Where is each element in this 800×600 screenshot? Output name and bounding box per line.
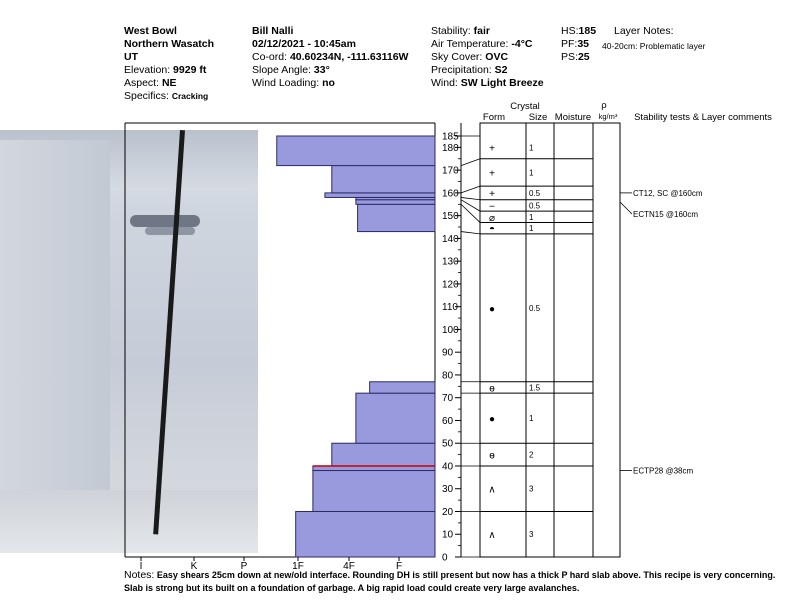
height-label-70: 70	[442, 393, 454, 405]
stability-test-2: ECTP28 @38cm	[633, 466, 694, 476]
height-label-50: 50	[442, 438, 454, 450]
crystal-form-10: ∧	[488, 484, 496, 496]
connector-line-6	[461, 232, 480, 234]
notes-text: Easy shears 25cm down at new/old interface. Rounding DH is still present but now has a thick P hard slab above. This recipe is very concerning. Slab is strong but its built on a foundation of garbage. A big rapid load could create very large avalanches.	[124, 570, 776, 593]
wind-loading-value: no	[322, 77, 335, 89]
observer-name: Bill Nalli	[252, 25, 294, 37]
connector-line-3	[461, 197, 480, 199]
sky-value: OVC	[485, 51, 509, 63]
stability-value: fair	[473, 25, 490, 37]
precip-label: Precipitation:	[431, 64, 492, 76]
wind-value: SW Light Breeze	[460, 77, 544, 89]
crystal-size-7: 1.5	[529, 383, 541, 393]
hardness-bar-8	[356, 200, 435, 205]
sky-label: Sky Cover:	[431, 51, 483, 63]
hardness-bar-10	[325, 193, 435, 198]
height-label-160: 160	[442, 188, 459, 200]
connector-line-5	[461, 204, 480, 222]
location-line3: UT	[124, 51, 138, 63]
hardness-label-K: K	[190, 561, 198, 572]
connector-line-2	[461, 186, 480, 193]
crystal-table-frame	[480, 123, 620, 557]
crystal-form-0: +	[489, 143, 495, 155]
rho-unit-header: kg/m³	[598, 112, 618, 121]
crystal-size-2: 0.5	[529, 188, 541, 198]
notes-block	[124, 569, 794, 595]
crystal-form-6: ●	[488, 303, 496, 315]
height-label-30: 30	[442, 484, 454, 496]
stability-header: Stability tests & Layer comments	[634, 112, 772, 123]
hardness-label-1F: 1F	[292, 561, 304, 572]
height-label-80: 80	[442, 370, 454, 382]
crystal-size-5: 1	[529, 224, 534, 234]
slope-label: Slope Angle:	[252, 64, 311, 76]
crystal-form-7: ɵ	[489, 383, 495, 395]
wind-label: Wind:	[431, 77, 458, 89]
aspect-label: Aspect:	[124, 77, 160, 89]
stability-test-leader-1	[620, 202, 632, 214]
coord-label: Co-ord:	[252, 51, 288, 63]
crystal-form-2: +	[489, 188, 495, 200]
wind-loading-label: Wind Loading:	[252, 77, 320, 89]
location-line1: West Bowl	[124, 25, 177, 37]
ps-label: PS:	[561, 51, 578, 63]
height-label-90: 90	[442, 347, 454, 359]
height-label-60: 60	[442, 415, 454, 427]
hardness-label-P: P	[240, 561, 248, 572]
height-label-100: 100	[442, 324, 459, 336]
height-label-140: 140	[442, 233, 459, 245]
hardness-bar-4	[356, 393, 435, 443]
crystal-form-5: ◓	[488, 224, 496, 236]
slope-value: 33°	[313, 64, 330, 76]
connector-line-1	[461, 159, 480, 166]
specifics-label: Specifics:	[124, 90, 169, 102]
air-temp-label: Air Temperature:	[431, 38, 509, 50]
height-label-130: 130	[442, 256, 459, 268]
air-temp-value: -4°C	[511, 38, 533, 50]
hardness-label-F: F	[395, 561, 403, 572]
observation-datetime: 02/12/2021 - 10:45am	[252, 38, 356, 50]
crystal-form-11: ∧	[488, 530, 496, 542]
height-label-120: 120	[442, 279, 459, 291]
pf-value: 35	[577, 38, 590, 50]
stability-label: Stability:	[431, 25, 471, 37]
hardness-label-I: I	[139, 561, 143, 572]
crystal-form-1: +	[489, 168, 495, 180]
crystal-form-3: −	[489, 201, 495, 213]
hardness-bar-3	[332, 443, 435, 466]
crystal-size-0: 1	[529, 143, 534, 153]
crystal-size-1: 1	[529, 168, 534, 178]
layer-notes-item1: 40-20cm: Problematic layer	[602, 41, 706, 51]
crystal-form-8: ●	[488, 414, 496, 426]
crystal-table	[461, 123, 620, 557]
crystal-size-4: 1	[529, 212, 534, 222]
crystal-size-3: 0.5	[529, 201, 541, 211]
crystal-size-6: 0.5	[529, 303, 541, 313]
crystal-form-9: ɵ	[489, 450, 495, 462]
column-headers	[483, 100, 772, 123]
hardness-label-4F: 4F	[343, 561, 355, 572]
height-label-170: 170	[442, 165, 459, 177]
precip-value: S2	[494, 64, 508, 76]
layer-notes-title: Layer Notes:	[614, 25, 674, 37]
stability-tests	[620, 189, 703, 476]
height-axis	[442, 123, 461, 564]
hardness-bar-11	[332, 166, 435, 193]
hs-label: HS:	[561, 25, 579, 37]
crystal-header: Crystal	[510, 101, 540, 112]
stability-test-0: CT12, SC @160cm	[633, 188, 703, 198]
height-label-20: 20	[442, 506, 454, 518]
height-label-0: 0	[442, 552, 448, 564]
crystal-size-11: 3	[529, 530, 534, 540]
height-label-180: 180	[442, 142, 459, 154]
hardness-bar-0	[296, 511, 435, 557]
crystal-form-4: ⌀	[488, 212, 496, 224]
crystal-size-10: 3	[529, 484, 534, 494]
crystal-size-8: 1	[529, 414, 534, 424]
location-line2: Northern Wasatch	[124, 38, 215, 50]
elevation-label: Elevation:	[124, 64, 171, 76]
crystal-size-9: 2	[529, 450, 534, 460]
hardness-bars	[277, 136, 435, 557]
hs-value: 185	[578, 25, 597, 37]
connector-line-4	[461, 200, 480, 211]
hardness-bar-7	[358, 204, 435, 231]
height-label-110: 110	[442, 302, 458, 314]
specifics-value: Cracking	[171, 91, 209, 101]
rho-header: ρ	[601, 100, 607, 111]
elevation-value: 9929 ft	[173, 64, 207, 76]
hardness-bar-12	[277, 136, 435, 166]
form-header: Form	[482, 112, 506, 123]
hardness-bar-5	[370, 382, 435, 393]
stability-test-1: ECTN15 @160cm	[633, 209, 699, 219]
height-label-185: 185	[442, 131, 459, 143]
height-label-150: 150	[442, 211, 459, 223]
moisture-header: Moisture	[554, 112, 592, 123]
height-label-10: 10	[442, 529, 454, 541]
size-header: Size	[528, 112, 548, 123]
hardness-bar-1	[313, 471, 435, 512]
ps-value: 25	[577, 51, 590, 63]
coord-value: 40.60234N, -111.63116W	[289, 51, 409, 63]
height-label-40: 40	[442, 461, 454, 473]
aspect-value: NE	[161, 77, 177, 89]
pf-label: PF:	[561, 38, 578, 50]
notes-label: Notes:	[124, 569, 155, 581]
